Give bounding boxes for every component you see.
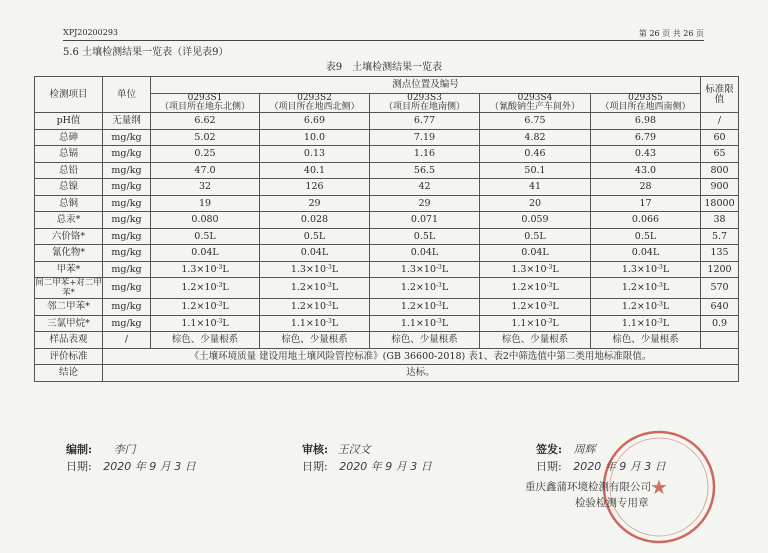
value-cell	[591, 261, 701, 278]
unit-cell: mg/kg	[103, 162, 151, 179]
compiler-name: 李门	[113, 443, 136, 456]
point-location: （氰酸钠生产车间外）	[489, 101, 580, 112]
soil-results-table	[34, 76, 739, 382]
value-cell: 17	[591, 195, 701, 212]
value-cell: 0.04L	[370, 245, 480, 262]
value-cell	[370, 299, 480, 316]
point-code: 0293S3	[407, 92, 442, 103]
value-cell	[151, 299, 260, 316]
stamp-company: 重庆鑫蒲环境检测有限公司	[525, 481, 651, 493]
unit-cell: mg/kg	[103, 212, 151, 229]
table-row	[35, 162, 739, 179]
value-cell	[151, 278, 260, 299]
date-label: 日期:	[536, 460, 562, 473]
value-cell	[151, 261, 260, 278]
point-header	[151, 93, 260, 113]
value-cell: 42	[370, 179, 480, 196]
value-mantissa: 1.2×10	[400, 301, 436, 313]
value-cell: 126	[260, 179, 370, 196]
value-exponent: -3	[326, 282, 332, 290]
value-cell: 6.69	[260, 113, 370, 130]
value-cell: 41	[480, 179, 591, 196]
compile-label: 编制:	[66, 443, 93, 456]
table-row	[35, 245, 739, 262]
item-cell: 三氯甲烷*	[35, 315, 103, 332]
value-cell: 1.16	[370, 146, 480, 163]
value-exponent: -3	[216, 282, 223, 290]
header-standard: 标准限值	[701, 77, 739, 113]
value-mantissa: 1.3×10	[400, 263, 436, 275]
value-mantissa: 1.2×10	[181, 282, 217, 294]
value-cell: 56.5	[370, 162, 480, 179]
value-mantissa: 1.2×10	[290, 301, 326, 313]
value-cell	[260, 315, 370, 332]
unit-cell: mg/kg	[103, 195, 151, 212]
table-row	[35, 146, 739, 163]
value-suffix: L	[222, 263, 229, 275]
point-code: 0293S1	[187, 92, 223, 103]
standard-cell: 60	[701, 129, 739, 146]
value-mantissa: 1.2×10	[511, 301, 547, 313]
value-cell: 0.13	[260, 146, 370, 163]
value-cell: 0.5L	[370, 228, 480, 245]
value-cell	[591, 315, 701, 332]
value-cell: 47.0	[151, 162, 260, 179]
point-header	[480, 93, 591, 113]
value-suffix: L	[331, 317, 339, 329]
standard-cell: 18000	[701, 195, 739, 212]
item-cell: 总铅	[35, 162, 103, 179]
standard-cell: 38	[701, 212, 739, 229]
value-cell: 0.43	[591, 146, 701, 163]
item-cell: 甲苯*	[35, 261, 103, 278]
value-cell	[480, 278, 591, 299]
compile-date	[66, 458, 196, 474]
value-mantissa: 1.3×10	[621, 263, 657, 275]
standard-cell: 1200	[701, 261, 739, 278]
reviewer-signature	[302, 441, 371, 457]
value-exponent: -3	[546, 317, 553, 325]
value-mantissa: 1.2×10	[621, 282, 657, 294]
value-mantissa: 1.2×10	[400, 282, 436, 294]
point-header	[591, 93, 701, 113]
value-cell	[151, 315, 260, 332]
issuer-name: 周辉	[573, 443, 596, 456]
point-location: （项目所在地南侧）	[383, 101, 465, 112]
value-suffix: L	[552, 317, 559, 329]
point-code: 0293S2	[297, 92, 332, 103]
value-suffix: L	[441, 317, 449, 329]
unit-cell: mg/kg	[103, 261, 151, 278]
value-mantissa: 1.3×10	[511, 263, 547, 275]
item-cell: 六价铬*	[35, 228, 103, 245]
value-cell: 7.19	[370, 129, 480, 146]
value-suffix: L	[662, 301, 670, 313]
value-cell: 棕色、少量根系	[480, 332, 591, 349]
value-suffix: L	[552, 263, 559, 275]
item-cell: 总铜	[35, 195, 103, 212]
table-row	[35, 129, 739, 146]
header-points: 测点位置及编号	[151, 77, 701, 94]
point-header	[370, 93, 480, 113]
value-exponent: -3	[326, 263, 332, 271]
value-suffix: L	[552, 282, 559, 294]
value-cell: 32	[151, 179, 260, 196]
value-cell	[260, 278, 370, 299]
sign-label: 签发:	[536, 443, 563, 456]
conclusion-label: 结论	[35, 365, 103, 382]
value-exponent: -3	[546, 282, 553, 290]
table-row	[35, 113, 739, 130]
value-cell: 50.1	[480, 162, 591, 179]
table-row	[35, 299, 739, 316]
standard-cell: 900	[701, 179, 739, 196]
value-cell: 0.080	[151, 212, 260, 229]
standard-cell: 640	[701, 299, 739, 316]
unit-cell: mg/kg	[103, 146, 151, 163]
item-cell: 总汞*	[35, 212, 103, 229]
issuer-signature	[536, 441, 596, 457]
table-row	[35, 212, 739, 229]
header-divider	[63, 40, 704, 41]
value-cell: 0.04L	[260, 245, 370, 262]
report-code: XPJ20200293	[63, 28, 119, 37]
standard-cell: 65	[701, 146, 739, 163]
date-label: 日期:	[66, 460, 92, 473]
value-mantissa: 1.2×10	[290, 282, 326, 294]
table-row	[35, 261, 739, 278]
point-code: 0293S4	[517, 92, 553, 103]
value-suffix: L	[552, 301, 559, 313]
value-suffix: L	[331, 282, 339, 294]
value-cell: 6.77	[370, 113, 480, 130]
value-cell: 6.62	[151, 113, 260, 130]
value-cell: 10.0	[260, 129, 370, 146]
value-cell	[260, 299, 370, 316]
value-cell: 0.04L	[591, 245, 701, 262]
point-header	[260, 93, 370, 113]
value-exponent: -3	[657, 301, 663, 309]
value-cell: 0.071	[370, 212, 480, 229]
value-cell	[260, 261, 370, 278]
value-cell: 0.5L	[151, 228, 260, 245]
value-mantissa: 1.1×10	[290, 317, 326, 329]
value-cell: 0.04L	[480, 245, 591, 262]
item-cell: 总镍	[35, 179, 103, 196]
value-exponent: -3	[436, 263, 442, 271]
value-cell: 4.82	[480, 129, 591, 146]
value-cell	[370, 315, 480, 332]
value-cell: 棕色、少量根系	[591, 332, 701, 349]
value-cell: 0.059	[480, 212, 591, 229]
eval-label: 评价标准	[35, 348, 103, 365]
unit-cell: mg/kg	[103, 315, 151, 332]
value-cell	[480, 261, 591, 278]
value-cell	[591, 278, 701, 299]
value-cell: 5.02	[151, 129, 260, 146]
item-cell: 总砷	[35, 129, 103, 146]
value-cell: 0.066	[591, 212, 701, 229]
item-cell: 氰化物*	[35, 245, 103, 262]
value-exponent: -3	[657, 317, 663, 325]
value-suffix: L	[331, 263, 339, 275]
table-row	[35, 315, 739, 332]
header-item: 检测项目	[35, 77, 103, 113]
unit-cell: 无量纲	[103, 113, 151, 130]
value-mantissa: 1.1×10	[511, 317, 547, 329]
value-cell: 0.25	[151, 146, 260, 163]
header-unit: 单位	[103, 77, 151, 113]
unit-cell: mg/kg	[103, 245, 151, 262]
value-cell: 28	[591, 179, 701, 196]
value-cell: 43.0	[591, 162, 701, 179]
item-cell: 总镉	[35, 146, 103, 163]
item-cell: 样品表观	[35, 332, 103, 349]
date-value: 2020 年 9 月 3 日	[573, 460, 666, 473]
value-cell: 棕色、少量根系	[151, 332, 260, 349]
point-location: （项目所在地西南侧）	[600, 101, 691, 112]
svg-text:★: ★	[650, 475, 668, 499]
value-suffix: L	[331, 301, 339, 313]
table-caption: 表9 土壤检测结果一览表	[325, 62, 443, 73]
value-cell: 0.5L	[480, 228, 591, 245]
appearance-row	[35, 332, 739, 349]
value-mantissa: 1.1×10	[400, 317, 436, 329]
evaluation-row	[35, 348, 739, 365]
value-cell	[370, 261, 480, 278]
date-label: 日期:	[302, 460, 328, 473]
value-suffix: L	[441, 282, 449, 294]
value-exponent: -3	[657, 263, 663, 271]
value-suffix: L	[662, 263, 670, 275]
value-exponent: -3	[546, 301, 553, 309]
eval-text: 《土壤环境质量 建设用地土壤风险管控标准》(GB 36600-2018) 表1、表2中筛选值中第二类用地标准限值。	[103, 348, 739, 365]
conclusion-text: 达标。	[103, 365, 739, 382]
standard-cell: 5.7	[701, 228, 739, 245]
table-row	[35, 278, 739, 299]
table-row	[35, 228, 739, 245]
value-cell: 6.79	[591, 129, 701, 146]
value-exponent: -3	[216, 263, 223, 271]
value-exponent: -3	[436, 317, 442, 325]
value-mantissa: 1.2×10	[621, 301, 657, 313]
value-cell: 0.028	[260, 212, 370, 229]
value-cell	[480, 299, 591, 316]
value-suffix: L	[662, 317, 670, 329]
stamp-purpose: 检验检测专用章	[575, 497, 649, 509]
value-exponent: -3	[436, 301, 442, 309]
value-mantissa: 1.2×10	[181, 301, 217, 313]
value-exponent: -3	[326, 317, 332, 325]
value-mantissa: 1.1×10	[181, 317, 217, 329]
value-cell: 棕色、少量根系	[260, 332, 370, 349]
value-cell: 20	[480, 195, 591, 212]
value-cell	[370, 278, 480, 299]
value-exponent: -3	[326, 301, 332, 309]
value-exponent: -3	[436, 282, 442, 290]
conclusion-row	[35, 365, 739, 382]
unit-cell: mg/kg	[103, 179, 151, 196]
point-location: （项目所在地东北侧）	[159, 101, 250, 112]
unit-cell: mg/kg	[103, 299, 151, 316]
item-cell: 邻二甲苯*	[35, 299, 103, 316]
value-cell: 19	[151, 195, 260, 212]
value-exponent: -3	[216, 317, 223, 325]
value-mantissa: 1.1×10	[621, 317, 657, 329]
date-value: 2020 年 9 月 3 日	[339, 460, 432, 473]
unit-cell: mg/kg	[103, 278, 151, 299]
item-cell: pH值	[35, 113, 103, 130]
standard-cell: 570	[701, 278, 739, 299]
value-suffix: L	[441, 301, 449, 313]
unit-cell: mg/kg	[103, 129, 151, 146]
value-cell	[480, 315, 591, 332]
value-exponent: -3	[546, 263, 553, 271]
value-suffix: L	[222, 282, 229, 294]
value-exponent: -3	[216, 301, 223, 309]
value-cell: 6.98	[591, 113, 701, 130]
table-row	[35, 195, 739, 212]
point-code: 0293S5	[628, 92, 663, 103]
value-cell: 29	[260, 195, 370, 212]
value-cell: 6.75	[480, 113, 591, 130]
standard-cell	[701, 332, 739, 349]
value-mantissa: 1.2×10	[511, 282, 547, 294]
reviewer-name: 王汉文	[337, 443, 371, 456]
review-date	[302, 458, 432, 474]
value-suffix: L	[441, 263, 449, 275]
date-value: 2020 年 9 月 3 日	[103, 460, 196, 473]
standard-cell: /	[701, 113, 739, 130]
value-cell: 0.04L	[151, 245, 260, 262]
value-cell	[591, 299, 701, 316]
value-cell: 棕色、少量根系	[370, 332, 480, 349]
table-row	[35, 179, 739, 196]
value-cell: 0.5L	[260, 228, 370, 245]
value-suffix: L	[662, 282, 670, 294]
item-cell: 间二甲苯+对二甲苯*	[35, 278, 102, 299]
page-number: 第 26 页 共 26 页	[638, 29, 704, 38]
value-cell: 29	[370, 195, 480, 212]
unit-cell: /	[103, 332, 151, 349]
standard-cell: 800	[701, 162, 739, 179]
value-suffix: L	[222, 317, 229, 329]
unit-cell: mg/kg	[103, 228, 151, 245]
value-cell: 40.1	[260, 162, 370, 179]
value-exponent: -3	[657, 282, 663, 290]
compiler-signature	[66, 441, 136, 457]
value-mantissa: 1.3×10	[181, 263, 217, 275]
value-mantissa: 1.3×10	[290, 263, 326, 275]
section-title: 5.6 土壤检测结果一览表（详见表9）	[63, 47, 229, 58]
value-cell: 0.5L	[591, 228, 701, 245]
point-location: （项目所在地西北侧）	[269, 101, 360, 112]
header-row	[35, 77, 739, 94]
value-cell: 0.46	[480, 146, 591, 163]
value-suffix: L	[222, 301, 229, 313]
standard-cell: 135	[701, 245, 739, 262]
standard-cell: 0.9	[701, 315, 739, 332]
review-label: 审核:	[302, 443, 329, 456]
